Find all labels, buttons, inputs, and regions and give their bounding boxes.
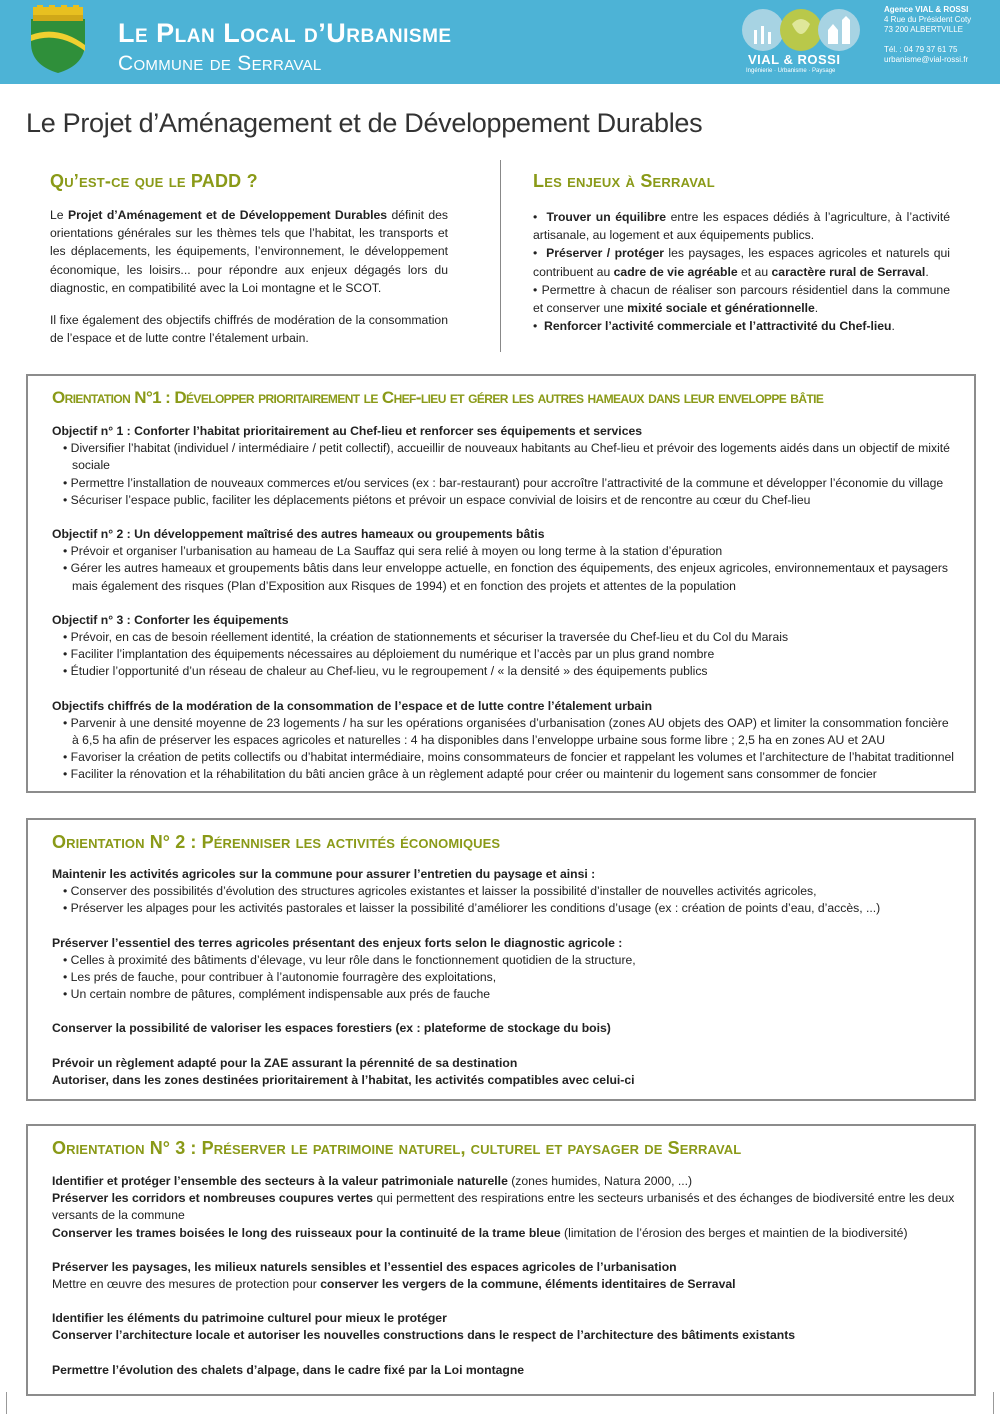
list-item: • Celles à proximité des bâtiments d’élevage, vu leur rôle dans le fonctionnement quotidien de la structure,: [63, 952, 636, 967]
agency-address-line1: 4 Rue du Président Coty: [884, 15, 972, 24]
objective-2-title: Objectif n° 2 : Un développement maîtrisé des autres hameaux ou groupements bâtis: [52, 527, 545, 542]
list-item: • Faciliter l’implantation des équipements nécessaires au déploiement du numérique et l’accès par un plus grand nombre: [63, 647, 715, 662]
agency-logo-name: VIAL & ROSSI: [748, 52, 841, 67]
list-item: • Étudier l’opportunité d’un réseau de chaleur au Chef-lieu, vu le regroupement / « la densité » des équipements publics: [63, 664, 708, 679]
orientation-2-box: [26, 818, 976, 1101]
column-divider: [500, 160, 501, 352]
commune-crest-icon: [27, 5, 89, 73]
enjeux-item: • Renforcer l’activité commerciale et l’attractivité du Chef-lieu.: [533, 319, 895, 334]
crop-mark: [993, 1392, 994, 1414]
enjeux-heading: Les enjeux à Serraval: [533, 171, 715, 191]
local-architecture-line: Conserver l’architecture locale et autoriser les nouvelles constructions dans le respect de l’architecture des bâtiments existants: [52, 1328, 796, 1343]
padd-paragraph-1: Le Projet d’Aménagement et de Développement Durables définit des orientations générales sur les thèmes tels que l’habitat, les transports et les déplacements, les équipements, l’environnement, le développement économique, les loisirs... pour répondre aux enjeux dégagés lors du diagnostic, en compatibilité avec la Loi montagne et le SCOT.: [50, 208, 448, 295]
agency-contact: [884, 5, 971, 65]
orientation-2-heading: Orientation N° 2 : Pérenniser les activités économiques: [52, 832, 501, 852]
agency-address-line2: 73 200 ALBERTVILLE: [884, 25, 964, 34]
list-item: • Parvenir à une densité moyenne de 23 logements / ha sur les opérations organisées d’urbanisation (zones AU objets des OAP) et limiter la consommation foncière à 6,5 ha afin de préserver les espaces agricoles et naturelles : 4 ha disponibles dans l’enveloppe urbaine sous forme libre ; 2,5 ha en zones AU et 2AU: [63, 715, 949, 748]
forest-spaces-title: Conserver la possibilité de valoriser les espaces forestiers (ex : plateforme de stockage du bois): [52, 1021, 611, 1036]
wooded-frames-line: Conserver les trames boisées le long des ruisseaux pour la continuité de la trame bleue (limitation de l’érosion des berges et maintien de la biodiversité): [52, 1225, 908, 1240]
landscapes-line: Préserver les paysages, les milieux naturels sensibles et l’essentiel des espaces agricoles de l’urbanisation: [52, 1259, 677, 1274]
padd-heading: Qu’est-ce que le PADD ?: [50, 171, 258, 191]
agricultural-activities-title: Maintenir les activités agricoles sur la commune pour assurer l’entretien du paysage et ainsi :: [52, 867, 596, 881]
enjeux-item: • Permettre à chacun de réaliser son parcours résidentiel dans la commune et conserver une mixité sociale et générationnelle.: [533, 282, 950, 316]
list-item: • Permettre l’installation de nouveaux commerces et/ou services (ex : bar-restaurant) pour accroître l’attractivité de la commune et développer l’économie du village: [63, 475, 944, 490]
enjeux-item: • Préserver / protéger les paysages, les espaces agricoles et naturels qui contribuent au cadre de vie agréable et au caractère rural de Serraval.: [533, 246, 951, 279]
agency-email[interactable]: urbanisme@vial-rossi.fr: [884, 55, 969, 64]
orientation-3-heading: Orientation N° 3 : Préserver le patrimoine naturel, culturel et paysager de Serraval: [52, 1138, 742, 1158]
page-title: Le Projet d’Aménagement et de Développement Durables: [26, 108, 703, 138]
orientation-1-body: [52, 423, 957, 784]
list-item: • Prévoir et organiser l’urbanisation au hameau de La Sauffaz qui sera relié à moyen ou long terme à la station d’épuration: [63, 544, 723, 559]
list-item: • Gérer les autres hameaux et groupements bâtis dans leur enveloppe actuelle, en fonction des équipements, des enjeux agricoles, environnementaux et paysagers mais également des risques (Plan d’Exposition aux Risques de 1994) et en fonction des projets et attentes de la population: [63, 561, 949, 593]
list-item: • Conserver des possibilités d’évolution des structures agricoles existantes et laisser la possibilité d’installer de nouvelles activités agricoles,: [63, 884, 817, 899]
cultural-heritage-line: Identifier les éléments du patrimoine culturel pour mieux le protéger: [52, 1311, 447, 1326]
natural-heritage-line: Identifier et protéger l’ensemble des secteurs à la valeur patrimoniale naturelle (zones humides, Natura 2000, ...): [52, 1174, 693, 1188]
header-band: [0, 0, 1000, 84]
document-subtitle: Commune de Serraval: [118, 52, 322, 75]
list-item: • Faciliter la rénovation et la réhabilitation du bâti ancien grâce à un règlement adapté pour créer ou maintenir du logement sans consommer de foncier: [63, 767, 877, 782]
orientation-1-box: [26, 374, 976, 793]
zae-rule-title: Prévoir un règlement adapté pour la ZAE assurant la pérennité de sa destination: [52, 1055, 518, 1070]
padd-paragraph-2: Il fixe également des objectifs chiffrés de modération de la consommation de l’espace et de lutte contre l’étalement urbain.: [50, 313, 448, 346]
agency-name: Agence VIAL & ROSSI: [884, 5, 969, 14]
orientation-1-heading: Orientation N°1 : Développer prioritairement le Chef-lieu et gérer les autres hameaux dans leur enveloppe bâtie: [52, 388, 824, 407]
agency-logo-tagline: Ingénierie · Urbanisme · Paysage: [746, 68, 836, 74]
enjeux-list: [533, 208, 950, 335]
orientation-3-body: [52, 1173, 957, 1379]
orientation-2-body: [52, 866, 957, 1089]
list-item: • Les prés de fauche, pour contribuer à l’autonomie fourragère des exploitations,: [63, 970, 497, 985]
agency-logo-icon: [730, 6, 860, 52]
objective-3-title: Objectif n° 3 : Conforter les équipements: [52, 612, 289, 627]
list-item: • Favoriser la création de petits collectifs ou d’habitat intermédiaire, moins consommateurs de foncier et rappelant les volumes et l’architecture de l’habitat traditionnel: [63, 750, 955, 765]
list-item: • Diversifier l’habitat (individuel / intermédiaire / petit collectif), accueillir de nouveaux habitants au Chef-lieu et prévoir des logements aidés dans un objectif de mixité sociale: [63, 441, 950, 473]
compatible-activities-title: Autoriser, dans les zones destinées prioritairement à l’habitat, les activités compatibles avec celui-ci: [52, 1072, 635, 1087]
document-title: Le Plan Local d’Urbanisme: [118, 18, 452, 48]
list-item: • Un certain nombre de pâtures, complément indispensable aux prés de fauche: [63, 987, 491, 1002]
agricultural-land-title: Préserver l’essentiel des terres agricoles présentant des enjeux forts selon le diagnostic agricole :: [52, 935, 623, 950]
agency-logo: [730, 0, 870, 84]
orchards-line: Mettre en œuvre des mesures de protection pour conserver les vergers de la commune, éléments identitaires de Serraval: [52, 1277, 736, 1292]
alpine-chalets-line: Permettre l’évolution des chalets d’alpage, dans le cadre fixé par la Loi montagne: [52, 1362, 525, 1377]
list-item: • Préserver les alpages pour les activités pastorales et laisser la possibilité d’améliorer les conditions d’usage (ex : création de points d’eau, d’accès, ...): [63, 901, 881, 916]
objective-4-title: Objectifs chiffrés de la modération de la consommation de l’espace et de lutte contre l’étalement urbain: [52, 698, 653, 713]
enjeux-item: • Trouver un équilibre entre les espaces dédiés à l’agriculture, à l’activité artisanale, au logement et aux équipements publics.: [533, 210, 950, 243]
crop-mark: [6, 1392, 7, 1414]
list-item: • Sécuriser l’espace public, faciliter les déplacements piétons et prévoir un espace convivial de loisirs et de rencontre au cœur du Chef-lieu: [63, 492, 811, 507]
list-item: • Prévoir, en cas de besoin réellement identité, la création de stationnements et sécuriser la traversée du Chef-lieu et du Col du Marais: [63, 630, 789, 645]
padd-text: [50, 206, 448, 361]
objective-1-title: Objectif n° 1 : Conforter l’habitat prioritairement au Chef-lieu et renforcer ses équipements et services: [52, 424, 643, 438]
orientation-3-box: [26, 1124, 976, 1396]
agency-phone: Tél. : 04 79 37 61 75: [884, 45, 958, 54]
green-corridors-line: Préserver les corridors et nombreuses coupures vertes qui permettent des respirations entre les secteurs urbanisés et des échanges de biodiversité entre les deux versants de la commune: [52, 1191, 955, 1223]
